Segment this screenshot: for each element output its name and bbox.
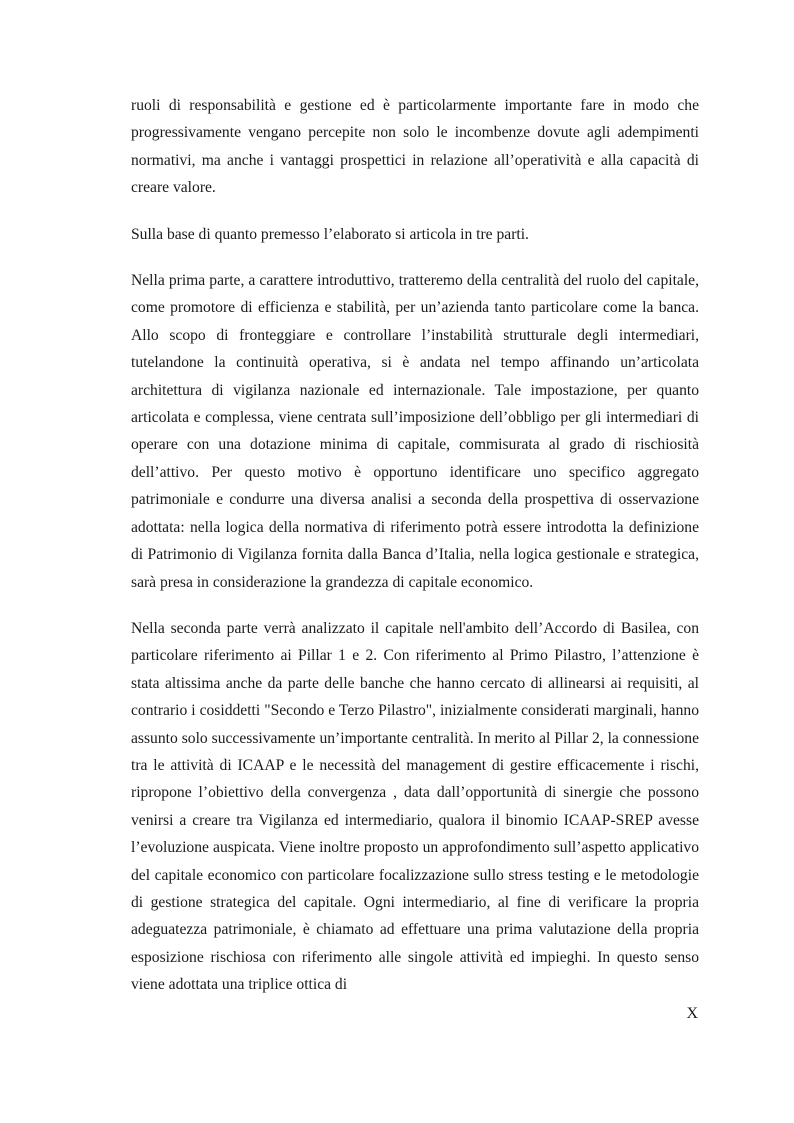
paragraph-3: Nella prima parte, a carattere introduttivo, tratteremo della centralità del ruolo del capitale, come promotore di efficienza e stabilità, per un’azienda tanto particolare come la banca. Allo scopo di fronteggiare e controllare l’instabilità strutturale degli intermediari, tutelandone la continuità operativa, si è andata nel tempo affinando un’articolata architettura di vigilanza nazionale ed internazionale. Tale impostazione, per quanto articolata e complessa, viene centrata sull’imposizione dell’obbligo per gli intermediari di operare con una dotazione minima di capitale, commisurata al grado di rischiosità dell’attivo. Per questo motivo è opportuno identificare uno specifico aggregato patrimoniale e condurre una diversa analisi a seconda della prospettiva di osservazione adottata: nella logica della normativa di riferimento potrà essere introdotta la definizione di Patrimonio di Vigilanza fornita dalla Banca d’Italia, nella logica gestionale e strategica, sarà presa in considerazione la grandezza di capitale economico. (131, 272, 699, 591)
paragraph-2: Sulla base di quanto premesso l’elaborato si articola in tre parti. (131, 225, 529, 243)
document-page (131, 92, 699, 1018)
paragraph-1: ruoli di responsabilità e gestione ed è particolarmente importante fare in modo che progressivamente vengano percepite non solo le incombenze dovute agli adempimenti normativi, ma anche i vantaggi prospettici in relazione all’operatività e alla capacità di creare valore. (131, 97, 699, 197)
paragraph-4: Nella seconda parte verrà analizzato il capitale nell'ambito dell’Accordo di Basilea, con particolare riferimento ai Pillar 1 e 2. Con riferimento al Primo Pilastro, l’attenzione è stata altissima anche da parte delle banche che hanno cercato di allinearsi ai requisiti, al contrario i cosiddetti "Secondo e Terzo Pilastro", inizialmente considerati marginali, hanno assunto solo successivamente un’importante centralità. In merito al Pillar 2, la connessione tra le attività di ICAAP e le necessità del management di gestire efficacemente i rischi, ripropone l’obiettivo della convergenza , data dall’opportunità di sinergie che possono venirsi a creare tra Vigilanza ed intermediario, qualora il binomio ICAAP-SREP avesse l’evoluzione auspicata. Viene inoltre proposto un approfondimento sull’aspetto applicativo del capitale economico con particolare focalizzazione sullo stress testing e le metodologie di gestione strategica del capitale. Ogni intermediario, al fine di verificare la propria adeguatezza patrimoniale, è chiamato ad effettuare una prima valutazione della propria esposizione rischiosa con riferimento alle singole attività ed impieghi. In questo senso viene adottata una triplice ottica di (131, 619, 699, 994)
page-number: X (686, 1005, 698, 1022)
